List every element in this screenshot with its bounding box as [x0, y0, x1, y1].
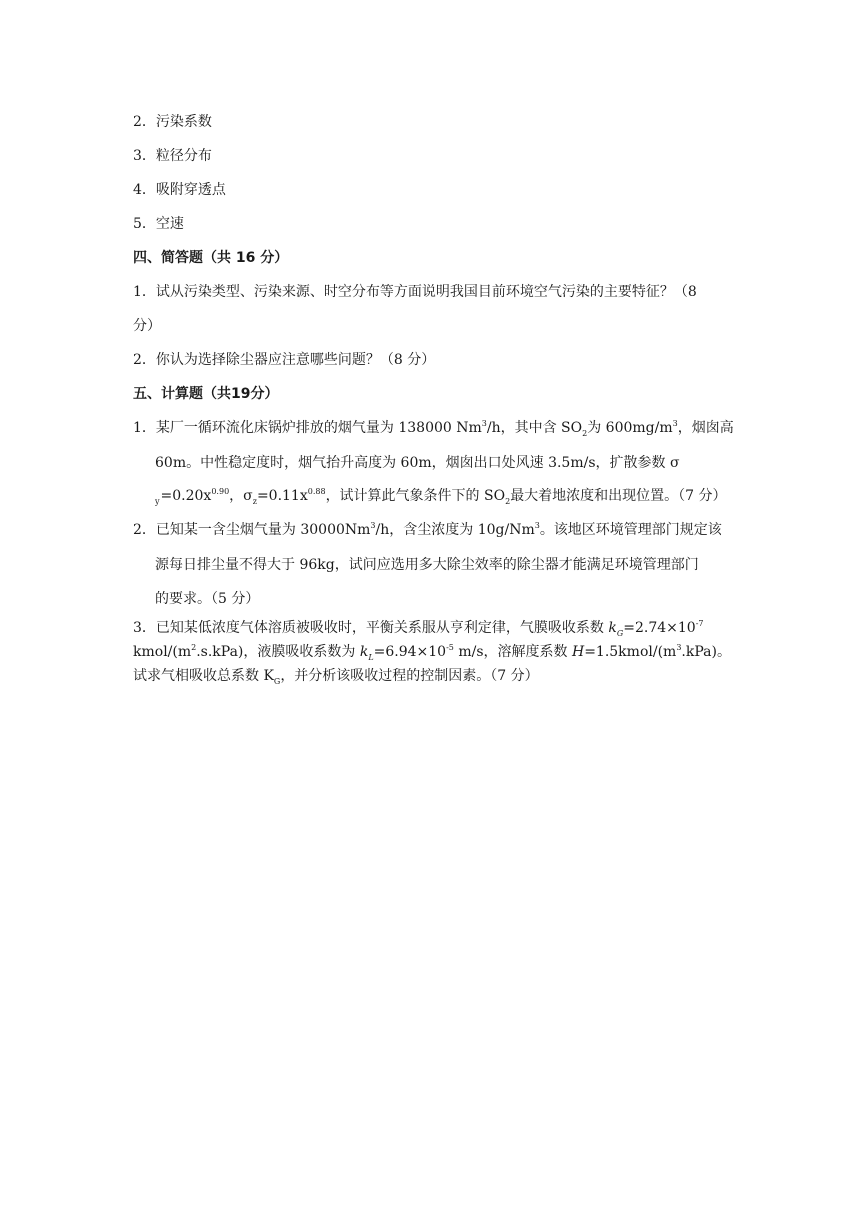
- problem-text: kmol/$(m^2.s.kPa)$，液膜吸收系数为 $k_L=6.94\times 10^{-5}$ m/s，溶解度系数 $H=1.5kmol/(m^3.kPa)$。: [133, 643, 731, 662]
- term-item: 3．粒径分布: [133, 148, 212, 164]
- problem-text: 源每日排尘量不得大于 96kg，试问应选用多大除尘效率的除尘器才能满足环境管理部门: [155, 557, 699, 573]
- problem-text: 的要求。（5 分）: [155, 591, 260, 607]
- question-text: 1．试从污染类型、污染来源、时空分布等方面说明我国目前环境空气污染的主要特征？（8: [133, 284, 697, 300]
- section-heading: 四、简答题（共 16 分）: [133, 250, 289, 266]
- question-text: 2．你认为选择除尘器应注意哪些问题？（8 分）: [133, 352, 436, 368]
- problem-text: 3．已知某低浓度气体溶质被吸收时，平衡关系服从亨利定律，气膜吸收系数 $k_G=2.74\times 10^{-7}$: [133, 619, 704, 638]
- term-item: 2．污染系数: [133, 114, 212, 130]
- problem-text: 试求气相吸收总系数 $K_G$，并分析该吸收过程的控制因素。（7 分）: [133, 668, 539, 686]
- problem-text: 60m。中性稳定度时，烟气抬升高度为 60m，烟囱出口处风速 3.5m/s，扩散参数 σ: [155, 455, 680, 471]
- term-item: 4．吸附穿透点: [133, 182, 226, 198]
- section-heading: 五、计算题（共19分）: [133, 386, 279, 402]
- term-item: 5．空速: [133, 216, 184, 232]
- problem-text: 1．某厂一循环流化床锅炉排放的烟气量为 138000 Nm$^3$/h，其中含 $SO_2$为 $600mg/m^3$，烟囱高: [133, 419, 734, 438]
- problem-text: $_y=0.20x^{0.90}$，$\sigma_z=0.11x^{0.88}$，试计算此气象条件下的 $SO_2$最大着地浓度和出现位置。（7 分）: [155, 487, 727, 506]
- question-text: 分）: [133, 318, 161, 334]
- problem-text: 2．已知某一含尘烟气量为 30000Nm$^3$/h，含尘浓度为 10g/Nm$^3$。该地区环境管理部门规定该: [133, 521, 722, 538]
